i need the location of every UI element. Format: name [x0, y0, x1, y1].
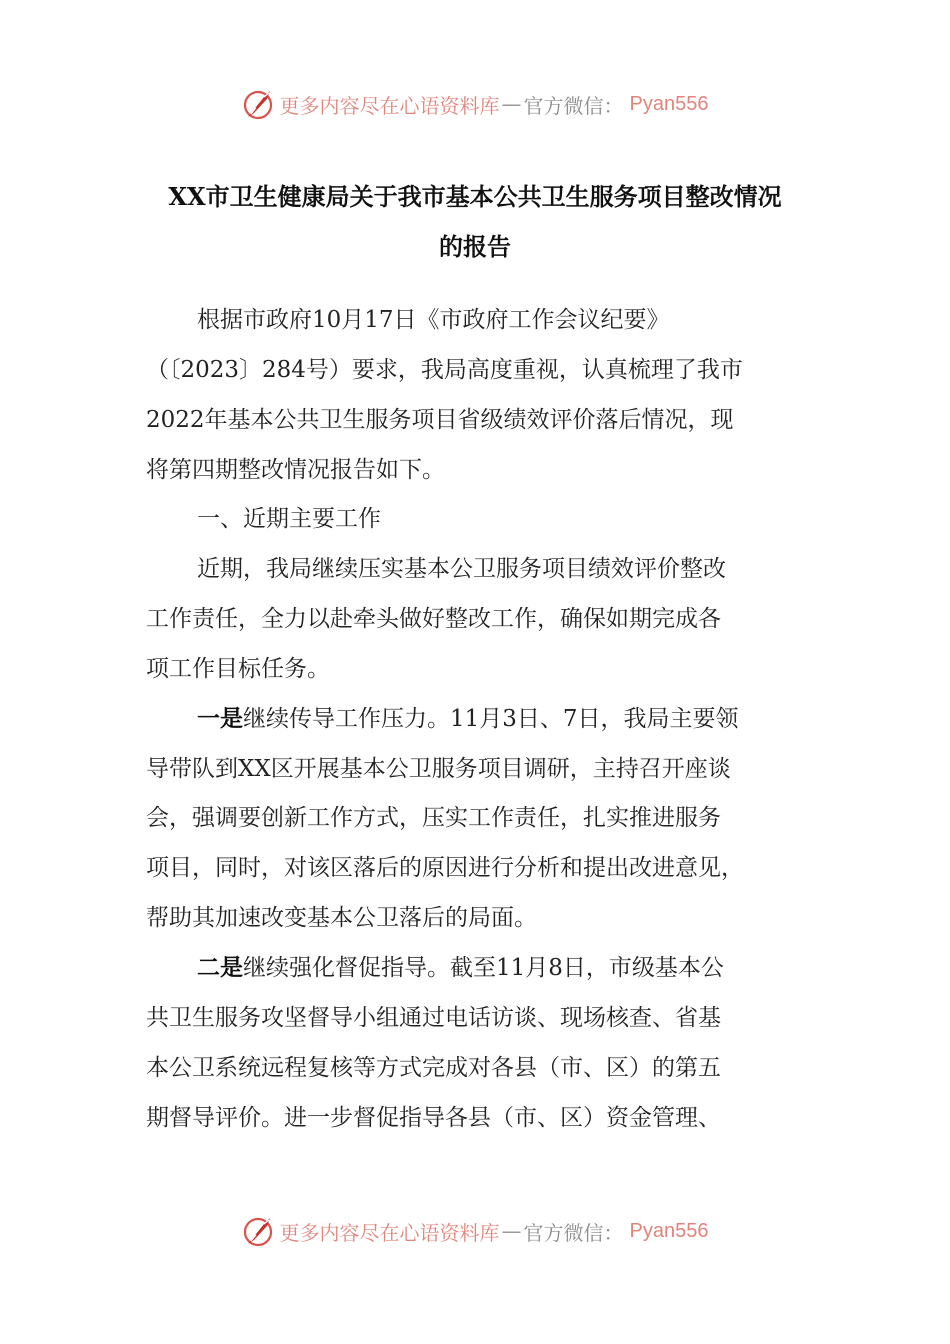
footer-watermark	[0, 1211, 950, 1251]
wechat-label: 官方微信：	[523, 93, 624, 118]
paragraph-4-line-3: 本公卫系统远程复核等方式完成对各县（市、区）的第五	[146, 1055, 721, 1081]
slogan-dash: —	[501, 92, 522, 116]
document-title-line-2: 的报告	[439, 232, 511, 261]
paragraph-3-line-4: 项目，同时，对该区落后的原因进行分析和提出改进意见，	[146, 855, 744, 881]
document-title-line-1: XX市卫生健康局关于我市基本公共卫生服务项目整改情况	[168, 182, 782, 211]
quill-logo-icon	[242, 87, 276, 121]
quill-logo-icon	[242, 1214, 276, 1248]
point-2-text: 继续强化督促指导。截至11月8日，市级基本公	[243, 955, 724, 981]
header-watermark	[0, 84, 950, 124]
paragraph-2-line-3: 项工作目标任务。	[146, 656, 330, 682]
slogan-text: 更多内容尽在心语资料库	[279, 1220, 500, 1245]
paragraph-4-line-4: 期督导评价。进一步督促指导各县（市、区）资金管理、	[146, 1105, 721, 1131]
point-1-text: 继续传导工作压力。11月3日、7日，我局主要领	[243, 706, 739, 732]
wechat-label: 官方微信：	[523, 1220, 624, 1245]
paragraph-3-line-3: 会，强调要创新工作方式，压实工作责任，扎实推进服务	[146, 805, 721, 831]
paragraph-3-line-5: 帮助其加速改变基本公卫落后的局面。	[146, 905, 537, 931]
slogan-text: 更多内容尽在心语资料库	[279, 93, 500, 118]
paragraph-4-line-2: 共卫生服务攻坚督导小组通过电话访谈、现场核查、省基	[146, 1005, 721, 1031]
paragraph-2-line-2: 工作责任，全力以赴牵头做好整改工作，确保如期完成各	[146, 606, 721, 632]
paragraph-1-line-2: （〔2023〕284号）要求，我局高度重视，认真梳理了我市	[146, 357, 743, 383]
paragraph-3-line-2: 导带队到XX区开展基本公卫服务项目调研，主持召开座谈	[146, 756, 731, 782]
section-heading-1: 一、近期主要工作	[197, 506, 381, 532]
paragraph-3-line-1	[197, 703, 739, 735]
slogan-dash: —	[501, 1219, 522, 1243]
paragraph-2-line-1: 近期，我局继续压实基本公卫服务项目绩效评价整改	[197, 556, 726, 582]
paragraph-1-line-3: 2022年基本公共卫生服务项目省级绩效评价落后情况，现	[146, 407, 734, 433]
paragraph-1-line-4: 将第四期整改情况报告如下。	[146, 457, 445, 483]
paragraph-4-line-1	[197, 952, 724, 984]
wechat-id: Pyan556	[629, 1219, 709, 1242]
paragraph-1-line-1: 根据市政府10月17日《市政府工作会议纪要》	[197, 307, 670, 333]
point-1-lead: 一是	[197, 705, 243, 732]
point-2-lead: 二是	[197, 954, 243, 981]
wechat-id: Pyan556	[629, 92, 709, 115]
